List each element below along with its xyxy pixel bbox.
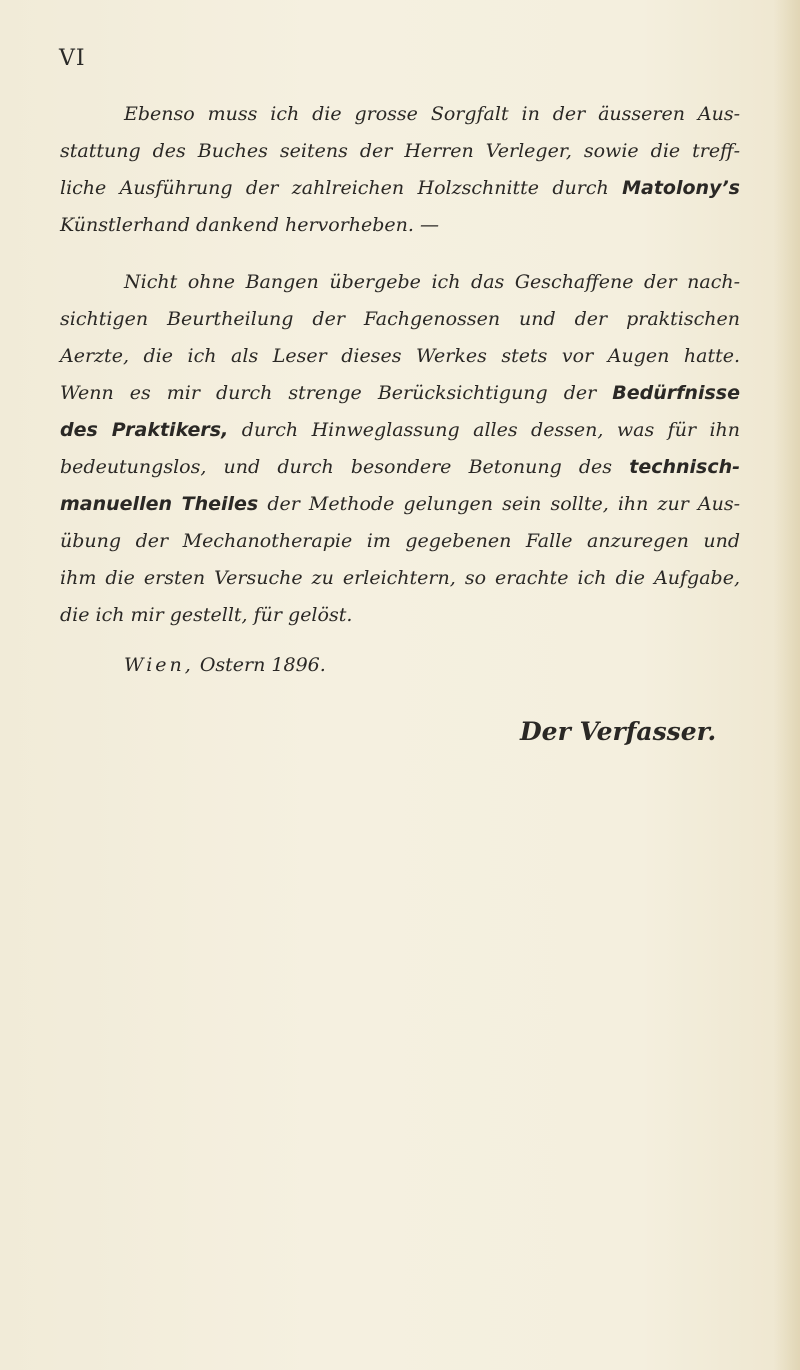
text-line: ihm die ersten Versuche zu erleichtern, so erachte ich die Aufgabe, [60, 567, 740, 589]
text-line [60, 449, 740, 486]
text-line: sichtigen Beurtheilung der Fachgenossen und der praktischen [60, 308, 740, 330]
text-line: stattung des Buches seitens der Herren Verleger, sowie die treff- [60, 140, 740, 162]
text-line: Ebenso muss ich die grosse Sorgfalt in der äusseren Aus- [124, 103, 740, 125]
text-line: Nicht ohne Bangen übergebe ich das Geschaffene der nach- [124, 271, 740, 293]
paragraph-2 [60, 264, 740, 634]
emphasized-term: technisch- [629, 456, 741, 478]
text-line: übung der Mechanotherapie im gegebenen Falle anzuregen und [60, 530, 740, 552]
text-line [60, 375, 740, 412]
emphasized-term: manuellen Theiles [60, 493, 259, 515]
emphasized-term: Bedürfnisse [612, 382, 740, 404]
text-span: liche Ausführung der zahlreichen Holzschnitte durch [60, 177, 609, 199]
text-span: der Methode gelungen sein sollte, ihn zur Aus- [267, 493, 740, 515]
text-span: Wenn es mir durch strenge Berücksichtigung der [60, 382, 597, 404]
text-line [60, 412, 740, 449]
text-span: durch Hinweglassung alles dessen, was für ihn [241, 419, 741, 441]
page-number: VI [59, 46, 86, 71]
emphasized-term: des Praktikers, [60, 419, 229, 441]
paragraph-gap [60, 244, 740, 264]
text-line [60, 170, 740, 207]
place-name: Wien, [124, 654, 194, 676]
text-span: bedeutungslos, und durch besondere Betonung des [60, 456, 613, 478]
date-text: Ostern 1896. [199, 654, 326, 676]
emphasized-name: Matolony’s [622, 177, 740, 199]
author-signature: Der Verfasser. [520, 717, 717, 746]
place-date [124, 654, 326, 676]
paragraph-1 [60, 96, 740, 244]
text-line [60, 486, 740, 523]
page-edge-shadow [774, 0, 800, 1370]
preface-text [60, 96, 740, 634]
text-line: die ich mir gestellt, für gelöst. [60, 604, 353, 626]
text-line: Künstlerhand dankend hervorheben. — [60, 214, 439, 236]
text-line: Aerzte, die ich als Leser dieses Werkes stets vor Augen hatte. [60, 345, 740, 367]
